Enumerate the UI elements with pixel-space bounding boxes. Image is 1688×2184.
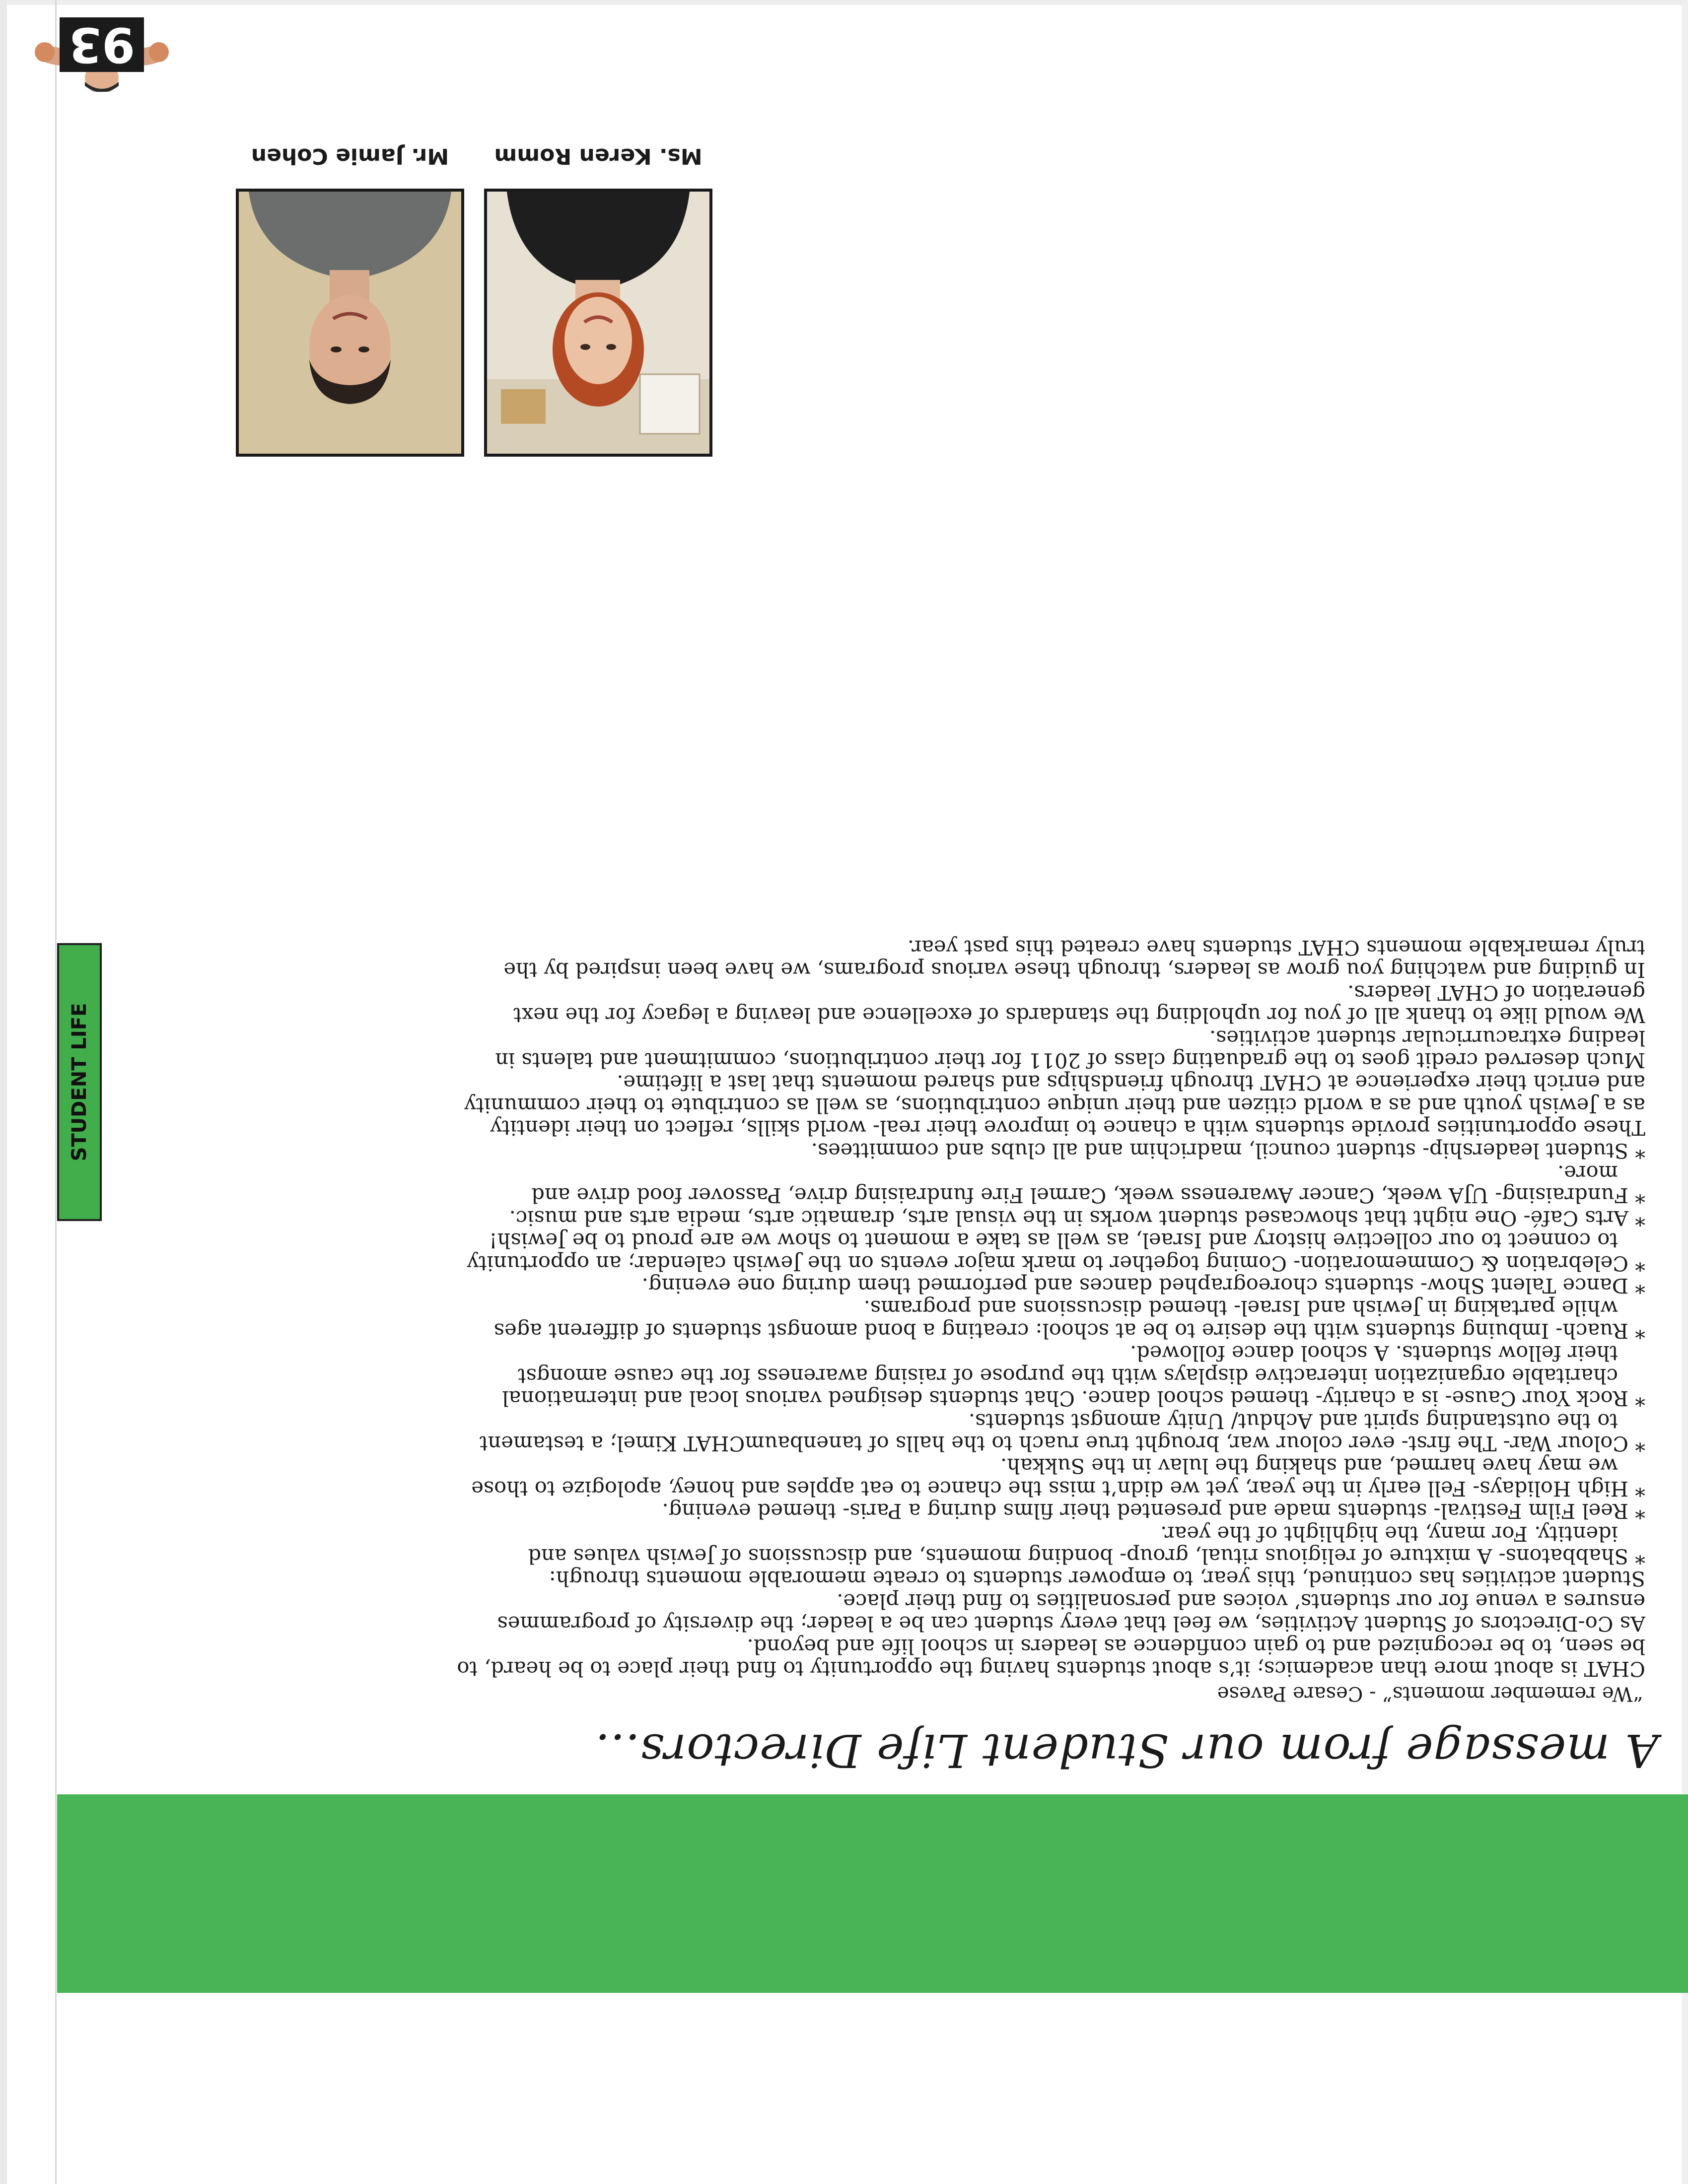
portrait-woman-image [487, 192, 709, 454]
body-line: charitable organization interactive displays with the purpose of raising awareness for the cause amongst [517, 1364, 1618, 1388]
body-line: * Colour War- The first- ever colour war, brought true ruach to the halls of tanenbaumCHAT Kimel; a testament [479, 1431, 1645, 1456]
body-line: * Shabbatons- A mixture of religious ritual, group- bonding moments, and discussions of Jewish values and [528, 1544, 1645, 1569]
page-number: 93 [60, 17, 144, 72]
body-line: as a Jewish youth and as a world citizen and their unique contributions, as well as contribute to their community [464, 1093, 1645, 1118]
portrait-man-image [239, 192, 461, 454]
body-line: As Co-Directors of Student Activities, we feel that every student can be a leader; the diversity of programmes [497, 1612, 1645, 1637]
body-line: * Reel Film Festival- students made and presented their films during a Paris- themed evening. [662, 1499, 1645, 1524]
photo-keren-romm [484, 189, 712, 457]
body-line: * Student leadership- student council, madrichim and all clubs and committees. [811, 1138, 1645, 1163]
body-line: generation of CHAT leaders. [1347, 980, 1645, 1005]
page-heading: A message from our Student Life Directors... [595, 1724, 1658, 1777]
section-tab-label: STUDENT LIFE [68, 1003, 91, 1161]
body-line: We would like to thank all of you for upholding the standards of excellence and leaving a legacy for the next [513, 1003, 1645, 1028]
body-line: and enrich their experience at CHAT through friendships and shared moments that last a lifetime. [617, 1071, 1645, 1095]
body-line: leading extracurricular student activities. [1209, 1025, 1645, 1050]
body-line: Student activities has continued, this year, to empower students to create memorable moments through: [549, 1567, 1645, 1591]
section-tab [57, 943, 102, 1221]
body-line: their fellow students. A school dance followed. [1130, 1341, 1618, 1366]
body-line: more. [1557, 1161, 1618, 1186]
body-line: * Arts Café- One night that showcased student works in the visual arts, dramatic arts, media arts and music. [509, 1206, 1645, 1230]
body-line: to the outstanding spirit and Achdut/ Unity amongst students. [968, 1409, 1618, 1433]
body-line: * Dance Talent Show- students choreographed dances and performed them during one evening. [641, 1274, 1645, 1298]
body-line: * Ruach- Imbuing students with the desire to be at school: creating a bond amongst students of different ages [493, 1318, 1645, 1343]
body-line: * Rock Your Cause- is a charity- themed school dance. Chat students designed various local and international [502, 1386, 1645, 1411]
body-line: * Fundraising- UJA week, Cancer Awareness week, Carmel Fire fundraising drive, Passover food drive and [531, 1183, 1645, 1208]
body-line: be seen, to be recognized and to gain confidence as leaders in school life and beyond. [747, 1634, 1645, 1659]
body-line: we may have harmed, and shaking the lulav in the Sukkah. [1000, 1454, 1618, 1479]
body-line: ensures a venue for our students’ voices and personalities to find their place. [837, 1589, 1645, 1614]
body-line: CHAT is about more than academics; it’s about students having the opportunity to find their place to be heard, to [457, 1657, 1645, 1681]
body-line: while partaking in Jewish and Israel- themed discussions and programs. [863, 1296, 1618, 1321]
body-line: truly remarkable moments CHAT students have created this past year. [907, 936, 1645, 960]
body-line: Much deserved credit goes to the graduating class of 2011 for their contributions, commitment and talents in [495, 1048, 1645, 1073]
message-body [57, 937, 1645, 1680]
header-color-band [57, 1794, 1688, 1993]
body-line: to connect to our collective history and Israel, as well as take a moment to show we are proud to be Jewish! [489, 1228, 1618, 1253]
body-line: * High Holidays- Fell early in the year, yet we didn’t miss the chance to eat apples and honey, apologize to those [471, 1476, 1645, 1501]
photo-caption-jamie-cohen: Mr. Jamie Cohen [251, 143, 449, 169]
epigraph-quote: “We remember moments” - Cesare Pavese [1217, 1682, 1643, 1705]
body-line: In guiding and watching you grow as leaders, through these various programs, we have been inspired by the [503, 958, 1645, 983]
page-number-badge [35, 10, 169, 92]
photo-caption-keren-romm: Ms. Keren Romm [494, 143, 703, 169]
body-line: identity. For many, the highlight of the year. [1160, 1521, 1618, 1546]
body-line: * Celebration & Commemoration- Coming together to mark major events on the Jewish calendar; an opportunity [467, 1251, 1645, 1276]
photo-jamie-cohen [236, 189, 464, 457]
body-line: These opportunities provide students with a chance to improve their real- world skills, reflect on their identity [490, 1116, 1645, 1141]
